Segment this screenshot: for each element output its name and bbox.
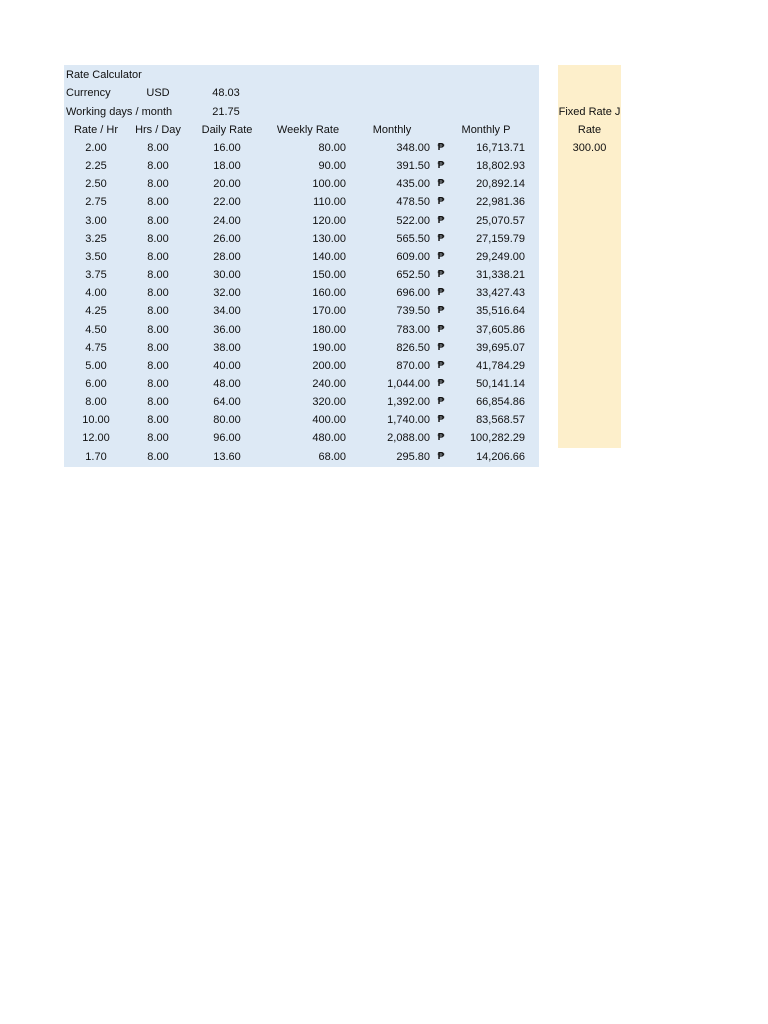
- cell-monthly-p: 66,854.86: [476, 396, 525, 409]
- peso-sign-icon: ₱: [437, 377, 445, 389]
- cell-daily-rate: 38.00: [213, 341, 241, 354]
- peso-sign-icon: ₱: [437, 287, 445, 299]
- cell-monthly-p: 18,802.93: [476, 160, 525, 173]
- cell-daily-rate: 96.00: [213, 432, 241, 445]
- cell-hrs-day: 8.00: [147, 142, 169, 154]
- cell-rate-hr: 4.00: [85, 287, 107, 300]
- cell-monthly-p: 22,981.36: [476, 196, 525, 209]
- peso-sign-icon: ₱: [437, 196, 445, 208]
- cell-monthly-p: 14,206.66: [476, 450, 525, 463]
- cell-rate-hr: 12.00: [82, 432, 110, 445]
- fixed-rate-header: Fixed Rate J: [558, 106, 621, 118]
- cell-weekly-rate: 400.00: [312, 414, 346, 427]
- cell-weekly-rate: 80.00: [318, 142, 346, 154]
- cell-monthly: 1,392.00: [387, 396, 430, 409]
- cell-weekly-rate: 480.00: [312, 432, 346, 445]
- header-weekly-rate: Weekly Rate: [276, 124, 340, 136]
- peso-sign-icon: ₱: [437, 269, 445, 281]
- cell-monthly: 1,044.00: [387, 377, 430, 390]
- cell-weekly-rate: 150.00: [312, 269, 346, 282]
- cell-monthly: 478.50: [396, 196, 430, 209]
- cell-weekly-rate: 68.00: [318, 450, 346, 463]
- cell-rate-hr: 1.70: [85, 450, 107, 463]
- cell-weekly-rate: 110.00: [313, 196, 346, 209]
- cell-hrs-day: 8.00: [147, 432, 169, 445]
- cell-daily-rate: 28.00: [213, 250, 241, 263]
- peso-sign-icon: ₱: [437, 214, 445, 226]
- cell-hrs-day: 8.00: [147, 396, 169, 409]
- peso-sign-icon: ₱: [437, 178, 445, 190]
- cell-monthly: 609.00: [396, 250, 430, 263]
- cell-weekly-rate: 130.00: [312, 232, 346, 245]
- cell-rate-hr: 5.00: [85, 359, 107, 372]
- cell-rate-hr: 2.00: [85, 142, 107, 154]
- cell-weekly-rate: 120.00: [312, 214, 346, 227]
- cell-rate-hr: 2.50: [85, 178, 107, 191]
- currency-label: Currency: [66, 87, 111, 99]
- cell-hrs-day: 8.00: [147, 178, 169, 191]
- fixed-rate-value: 300.00: [572, 142, 607, 154]
- header-daily-rate: Daily Rate: [201, 124, 253, 136]
- cell-daily-rate: 20.00: [213, 178, 241, 191]
- cell-daily-rate: 13.60: [213, 450, 241, 463]
- cell-daily-rate: 16.00: [213, 142, 241, 154]
- cell-weekly-rate: 320.00: [312, 396, 346, 409]
- currency-code: USD: [146, 87, 170, 99]
- cell-monthly: 1,740.00: [387, 414, 430, 427]
- cell-monthly-p: 50,141.14: [476, 377, 525, 390]
- peso-sign-icon: ₱: [437, 250, 445, 262]
- cell-daily-rate: 36.00: [213, 323, 241, 336]
- cell-monthly-p: 83,568.57: [476, 414, 525, 427]
- cell-hrs-day: 8.00: [147, 269, 169, 282]
- working-days-value: 21.75: [212, 106, 240, 118]
- cell-daily-rate: 26.00: [213, 232, 241, 245]
- cell-daily-rate: 64.00: [213, 396, 241, 409]
- cell-monthly: 348.00: [396, 142, 430, 154]
- peso-sign-icon: ₱: [437, 414, 445, 426]
- cell-hrs-day: 8.00: [147, 232, 169, 245]
- cell-daily-rate: 18.00: [213, 160, 241, 173]
- cell-hrs-day: 8.00: [147, 305, 169, 318]
- cell-monthly: 522.00: [396, 214, 430, 227]
- cell-monthly: 783.00: [396, 323, 430, 336]
- cell-monthly-p: 29,249.00: [476, 250, 525, 263]
- cell-weekly-rate: 140.00: [312, 250, 346, 263]
- cell-rate-hr: 3.25: [85, 232, 107, 245]
- cell-hrs-day: 8.00: [147, 377, 169, 390]
- cell-daily-rate: 80.00: [213, 414, 241, 427]
- cell-daily-rate: 32.00: [213, 287, 241, 300]
- cell-weekly-rate: 160.00: [312, 287, 346, 300]
- cell-daily-rate: 40.00: [213, 359, 241, 372]
- cell-monthly: 2,088.00: [387, 432, 430, 445]
- cell-weekly-rate: 180.00: [312, 323, 346, 336]
- cell-weekly-rate: 90.00: [318, 160, 346, 173]
- cell-hrs-day: 8.00: [147, 214, 169, 227]
- cell-monthly: 295.80: [396, 450, 430, 463]
- cell-monthly-p: 100,282.29: [469, 432, 525, 445]
- header-monthly: Monthly: [372, 124, 412, 136]
- cell-monthly-p: 25,070.57: [476, 214, 525, 227]
- cell-monthly: 652.50: [396, 269, 430, 282]
- cell-monthly: 565.50: [396, 232, 430, 245]
- cell-monthly: 696.00: [396, 287, 430, 300]
- header-monthly-p: Monthly P: [461, 124, 511, 136]
- working-days-label: Working days / month: [66, 106, 173, 118]
- cell-rate-hr: 10.00: [82, 414, 110, 427]
- cell-monthly-p: 41,784.29: [476, 359, 525, 372]
- cell-monthly-p: 35,516.64: [476, 305, 525, 318]
- cell-weekly-rate: 200.00: [312, 359, 346, 372]
- cell-daily-rate: 24.00: [213, 214, 241, 227]
- peso-sign-icon: ₱: [437, 305, 445, 317]
- cell-hrs-day: 8.00: [147, 414, 169, 427]
- fixed-rate-sub-header: Rate: [577, 124, 602, 136]
- cell-hrs-day: 8.00: [147, 341, 169, 354]
- header-hrs-day: Hrs / Day: [135, 124, 181, 136]
- peso-sign-icon: ₱: [437, 142, 445, 153]
- peso-sign-icon: ₱: [437, 396, 445, 408]
- cell-daily-rate: 48.00: [213, 377, 241, 390]
- peso-sign-icon: ₱: [437, 160, 445, 172]
- peso-sign-icon: ₱: [437, 323, 445, 335]
- cell-hrs-day: 8.00: [147, 323, 169, 336]
- cell-monthly: 826.50: [396, 341, 430, 354]
- peso-sign-icon: ₱: [437, 359, 445, 371]
- cell-monthly-p: 37,605.86: [476, 323, 525, 336]
- cell-monthly-p: 39,695.07: [476, 341, 525, 354]
- cell-hrs-day: 8.00: [147, 196, 169, 209]
- cell-daily-rate: 34.00: [213, 305, 241, 318]
- cell-monthly-p: 20,892.14: [476, 178, 525, 191]
- cell-rate-hr: 4.25: [85, 305, 107, 318]
- cell-hrs-day: 8.00: [147, 359, 169, 372]
- cell-monthly-p: 27,159.79: [476, 232, 525, 245]
- currency-rate: 48.03: [212, 87, 240, 99]
- cell-rate-hr: 2.25: [85, 160, 107, 173]
- sheet-title: Rate Calculator: [66, 69, 142, 81]
- cell-monthly: 391.50: [396, 160, 430, 173]
- cell-hrs-day: 8.00: [147, 450, 169, 463]
- cell-rate-hr: 3.50: [85, 250, 107, 263]
- cell-monthly-p: 16,713.71: [476, 142, 525, 154]
- cell-weekly-rate: 240.00: [312, 377, 346, 390]
- cell-monthly: 739.50: [396, 305, 430, 318]
- peso-sign-icon: ₱: [437, 341, 445, 353]
- cell-rate-hr: 3.75: [85, 269, 107, 282]
- cell-hrs-day: 8.00: [147, 250, 169, 263]
- header-rate-hr: Rate / Hr: [73, 124, 118, 136]
- cell-hrs-day: 8.00: [147, 160, 169, 173]
- cell-rate-hr: 4.50: [85, 323, 107, 336]
- cell-weekly-rate: 190.00: [312, 341, 346, 354]
- cell-weekly-rate: 100.00: [312, 178, 346, 191]
- cell-monthly: 870.00: [396, 359, 430, 372]
- peso-sign-icon: ₱: [437, 432, 445, 444]
- peso-sign-icon: ₱: [437, 232, 445, 244]
- cell-hrs-day: 8.00: [147, 287, 169, 300]
- cell-monthly-p: 31,338.21: [476, 269, 525, 282]
- peso-sign-icon: ₱: [437, 450, 445, 462]
- cell-daily-rate: 30.00: [213, 269, 241, 282]
- cell-rate-hr: 3.00: [85, 214, 107, 227]
- cell-weekly-rate: 170.00: [312, 305, 346, 318]
- cell-rate-hr: 8.00: [85, 396, 107, 409]
- cell-rate-hr: 6.00: [85, 377, 107, 390]
- cell-monthly: 435.00: [396, 178, 430, 191]
- cell-monthly-p: 33,427.43: [476, 287, 525, 300]
- cell-rate-hr: 4.75: [85, 341, 107, 354]
- cell-daily-rate: 22.00: [213, 196, 241, 209]
- cell-rate-hr: 2.75: [85, 196, 107, 209]
